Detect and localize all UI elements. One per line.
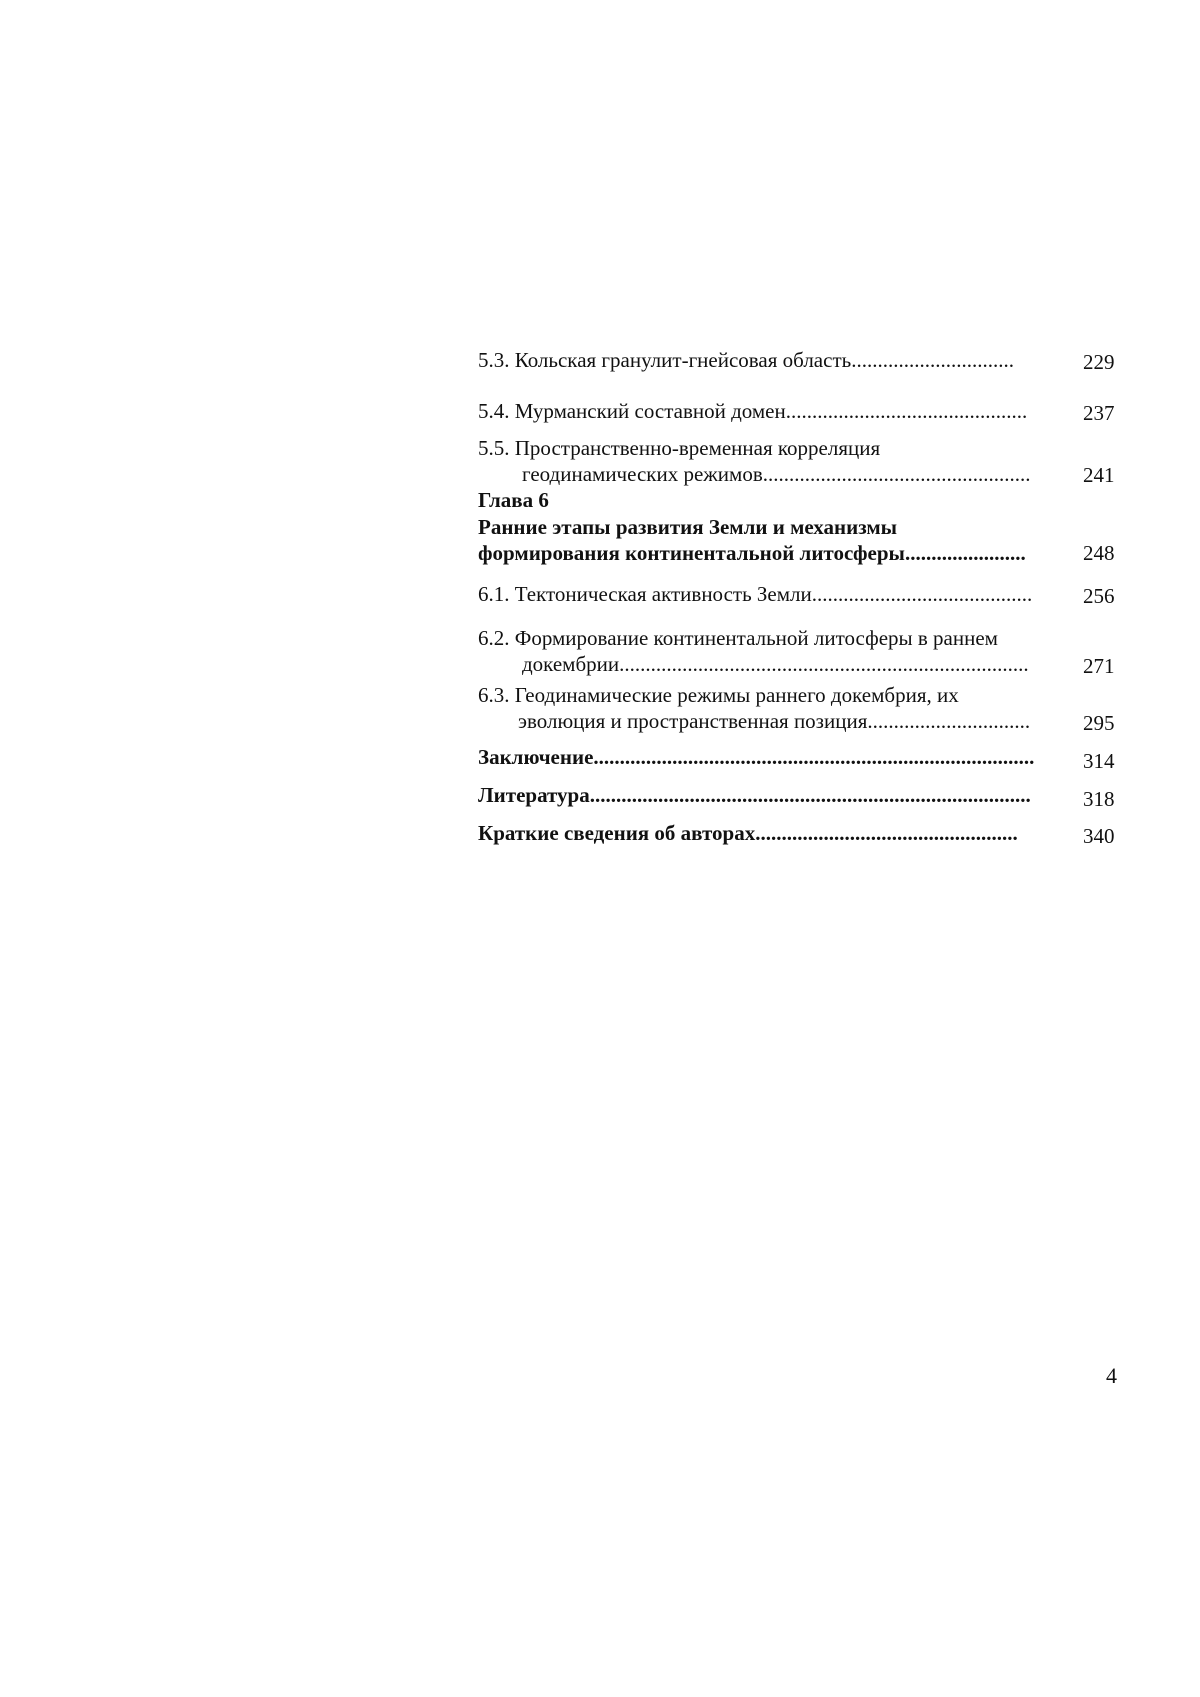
leader-dots: .................................................................................... [589,783,1031,807]
toc-entry-title: 5.3. Кольская гранулит-гнейсовая область [478,348,852,372]
toc-page-number: 237 [1083,401,1115,425]
leader-dots: .............................................. [785,399,1028,423]
leader-dots: .............................................................................. [619,652,1029,676]
toc-entry-authors [478,820,1063,846]
toc-page-number: 295 [1083,711,1115,735]
page-number: 4 [1106,1363,1117,1388]
toc-page-number: 271 [1083,654,1115,678]
toc-page-number: 340 [1083,824,1115,848]
chapter-title-line2 [478,540,1063,566]
toc-entry-6-3-line1: 6.3. Геодинамические режимы раннего докембрия, их [478,683,959,707]
toc-entry-6-3-line2 [518,708,1063,734]
toc-entry-title: формирования континентальной литосферы [478,541,905,565]
leader-dots: ............................... [867,709,1031,733]
toc-entry-title: Литература [478,783,590,807]
leader-dots: .................................................................................... [593,745,1035,769]
toc-entry-title: Краткие сведения об авторах [478,821,756,845]
toc-page-number: 248 [1083,541,1115,565]
toc-entry-6-2-line2 [522,651,1063,677]
chapter-label: Глава 6 [478,488,549,512]
leader-dots: .......................................... [811,582,1033,606]
toc-entry-conclusion [478,744,1063,770]
toc-entry-title: 6.1. Тектоническая активность Земли [478,582,812,606]
toc-entry-5-4 [478,398,1063,424]
toc-entry-5-5-line2 [522,461,1063,487]
toc-entry-5-3 [478,347,1063,373]
toc-entry-6-1 [478,581,1063,607]
leader-dots: ............................... [851,348,1014,372]
toc-entry-title: геодинамических режимов [522,462,763,486]
chapter-title-line1: Ранние этапы развития Земли и механизмы [478,515,898,539]
toc-entry-6-2-line1: 6.2. Формирование континентальной литосферы в раннем [478,626,998,650]
toc-entry-5-5-line1: 5.5. Пространственно-временная корреляция [478,436,881,460]
leader-dots: ................................................... [762,462,1031,486]
toc-page-number: 256 [1083,584,1115,608]
leader-dots: .................................................. [755,821,1018,845]
toc-entry-title: эволюция и пространственная позиция [518,709,868,733]
toc-entry-title: докембрии [522,652,620,676]
toc-entry-literature [478,782,1063,808]
toc-page-number: 314 [1083,749,1115,773]
toc-page-number: 241 [1083,463,1115,487]
toc-entry-title: 5.4. Мурманский составной домен [478,399,786,423]
toc-entry-title: Заключение [478,745,594,769]
leader-dots: ....................... [904,541,1026,565]
toc-page-number: 229 [1083,350,1115,374]
toc-page-number: 318 [1083,787,1115,811]
